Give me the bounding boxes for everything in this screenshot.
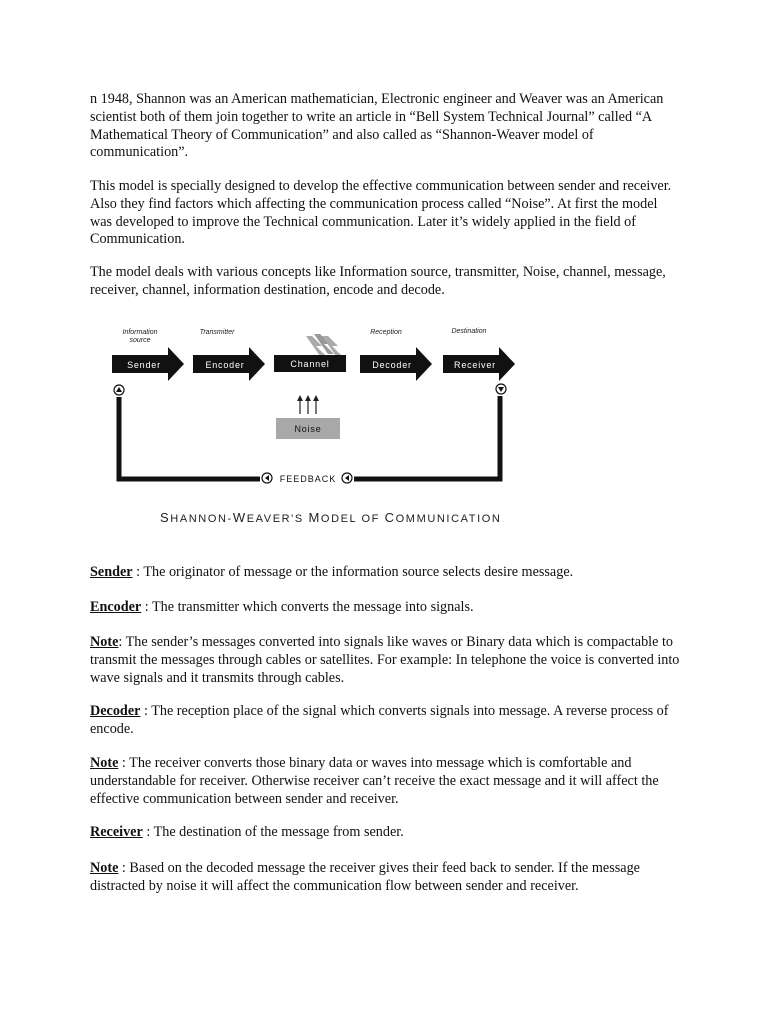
label-reception: Reception: [370, 329, 402, 336]
feedback-left-icon: [262, 473, 272, 483]
term-encoder: Encoder: [90, 599, 142, 615]
intro-paragraph-3: The model deals with various concepts like Information source, transmitter, Noise, channel, message, receiver, channel, information destination, encode and decode.: [90, 264, 666, 298]
definition-sender: Sender : The originator of message or the information source selects desire message.: [90, 564, 574, 580]
receiver-label: Receiver: [454, 360, 496, 370]
term-note: Note: [90, 634, 119, 650]
definition-receiver: Receiver : The destination of the message from sender.: [90, 824, 404, 840]
noise-arrows-icon: [297, 395, 319, 414]
feedback-up-icon: [114, 385, 124, 395]
term-decoder: Decoder: [90, 703, 141, 719]
receiver-arrow: [443, 347, 515, 381]
feedback-label: FEEDBACK: [279, 474, 337, 484]
note-decoder: Note : The receiver converts those binary data or waves into message which is comfortable and understandable for receiver. Otherwise receiver can’t receive the exact message and it will affect the effective communication between sender and receiver.: [90, 755, 659, 807]
channel-box: [274, 355, 346, 372]
definition-encoder: Encoder : The transmitter which converts the message into signals.: [90, 599, 474, 615]
term-receiver: Receiver: [90, 824, 143, 840]
sender-arrow: [112, 347, 184, 381]
term-note: Note: [90, 755, 119, 771]
encoder-label: Encoder: [205, 360, 245, 370]
note-encoder: Note: The sender’s messages converted into signals like waves or Binary data which is compactable to transmit the messages through cables or satellites. For example: In telephone the voice is converted into wave signals and it transmits through cables.: [90, 634, 680, 686]
intro-paragraph-1: n 1948, Shannon was an American mathematician, Electronic engineer and Weaver was an American scientist both of them join together to write an article in “Bell System Technical Journal” called “A Mathematical Theory of Communication” and also called as “Shannon-Weaver model of communication”.: [90, 91, 664, 161]
noise-label: Noise: [294, 424, 322, 434]
label-destination: Destination: [451, 328, 487, 335]
term-sender: Sender: [90, 564, 133, 580]
feedback-left-icon-2: [342, 473, 352, 483]
sender-label: Sender: [127, 360, 161, 370]
feedback-down-icon: [496, 384, 506, 394]
term-note: Note: [90, 860, 119, 876]
label-transmitter: Transmitter: [199, 329, 235, 336]
definition-decoder: Decoder : The reception place of the signal which converts signals into message. A reverse process of encode.: [90, 703, 669, 737]
intro-paragraph-2: This model is specially designed to develop the effective communication between sender and receiver. Also they find factors which affecting the communication process called “Noise”. At first the model was developed to improve the Technical communication. Later it’s widely applied in the field of Communication.: [90, 178, 672, 248]
noise-box: [276, 418, 340, 439]
label-information-source-line2: source: [129, 337, 151, 344]
channel-wave-icon: [306, 334, 342, 356]
diagram-caption: SHANNON-WEAVER'S MODEL OF COMMUNICATION: [160, 510, 502, 525]
shannon-weaver-diagram: [100, 318, 520, 533]
decoder-label: Decoder: [372, 360, 412, 370]
encoder-arrow: [193, 347, 265, 381]
channel-label: Channel: [290, 359, 330, 369]
decoder-arrow: [360, 347, 432, 381]
note-receiver: Note : Based on the decoded message the receiver gives their feed back to sender. If the message distracted by noise it will affect the communication flow between sender and receiver.: [90, 860, 640, 894]
label-information-source-line1: Information: [122, 329, 158, 336]
